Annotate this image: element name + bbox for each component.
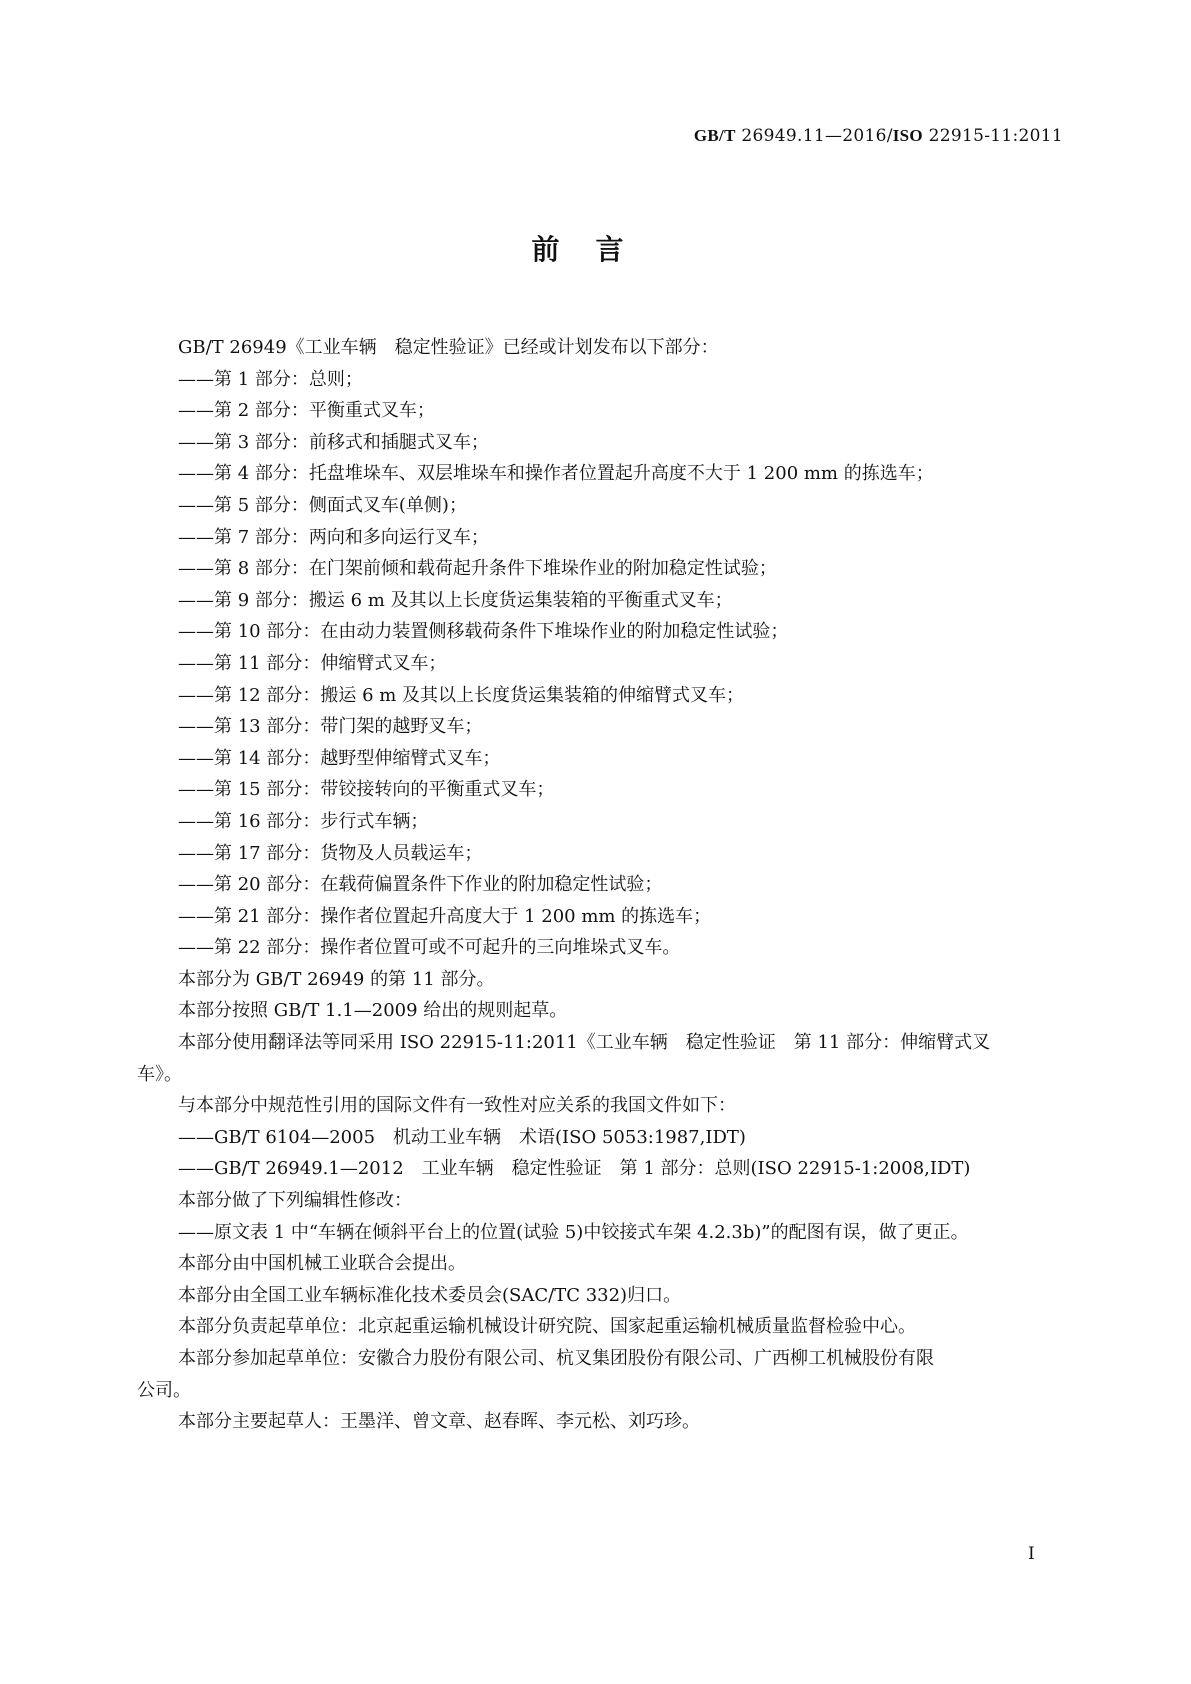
- paragraph: 本部分使用翻译法等同采用 ISO 22915-11:2011《工业车辆 稳定性验证 第 11 部分：伸缩臂式叉: [178, 1032, 991, 1054]
- paragraph-continuation: 车》。: [137, 1063, 182, 1085]
- edit-item: ——原文表 1 中“车辆在倾斜平台上的位置(试验 5)中铰接式车架 4.2.3b)”的配图有误，做了更正。: [178, 1221, 969, 1243]
- part-list-item: ——第 17 部分：货物及人员载运车；: [178, 842, 483, 864]
- page-number: I: [1028, 1544, 1035, 1564]
- part-list-item: ——第 5 部分：侧面式叉车(单侧)；: [178, 494, 467, 516]
- paragraph: 本部分为 GB/T 26949 的第 11 部分。: [178, 968, 495, 990]
- part-list-item: ——第 20 部分：在载荷偏置条件下作业的附加稳定性试验；: [178, 874, 663, 896]
- part-list-item: ——第 7 部分：两向和多向运行叉车；: [178, 526, 489, 548]
- standard-number-header: [694, 126, 1063, 146]
- part-list-item: ——第 8 部分：在门架前倾和载荷起升条件下堆垛作业的附加稳定性试验；: [178, 558, 777, 580]
- parts-list: [137, 364, 1063, 964]
- paragraph: 本部分按照 GB/T 1.1—2009 给出的规则起草。: [178, 1000, 568, 1022]
- reference-item: ——GB/T 6104—2005 机动工业车辆 术语(ISO 5053:1987,IDT): [178, 1126, 746, 1148]
- part-list-item: ——第 12 部分：搬运 6 m 及其以上长度货运集装箱的伸缩臂式叉车；: [178, 684, 745, 706]
- part-list-item: ——第 14 部分：越野型伸缩臂式叉车；: [178, 747, 501, 769]
- part-list-item: ——第 13 部分：带门架的越野叉车；: [178, 716, 483, 738]
- standard-number: 26949.11—2016/: [735, 126, 893, 146]
- part-list-item: ——第 11 部分：伸缩臂式叉车；: [178, 652, 447, 674]
- document-body: [137, 332, 1063, 1438]
- paragraph: 本部分由全国工业车辆标准化技术委员会(SAC/TC 332)归口。: [178, 1284, 682, 1306]
- part-list-item: ——第 3 部分：前移式和插腿式叉车；: [178, 431, 489, 453]
- paragraph: 本部分主要起草人：王墨洋、曾文章、赵春晖、李元松、刘巧珍。: [178, 1411, 700, 1433]
- paragraph-continuation: 公司。: [137, 1379, 191, 1401]
- paragraph: 本部分做了下列编辑性修改：: [178, 1190, 412, 1212]
- part-list-item: ——第 1 部分：总则；: [178, 368, 363, 390]
- part-list-item: ——第 4 部分：托盘堆垛车、双层堆垛车和操作者位置起升高度不大于 1 200 mm 的拣选车；: [178, 463, 934, 485]
- part-list-item: ——第 2 部分：平衡重式叉车；: [178, 400, 435, 422]
- standard-prefix: GB/T: [693, 126, 736, 145]
- iso-prefix: ISO: [892, 126, 923, 145]
- page-title: 前言: [531, 233, 660, 266]
- paragraph: 与本部分中规范性引用的国际文件有一致性对应关系的我国文件如下：: [178, 1095, 736, 1117]
- part-list-item: ——第 15 部分：带铰接转向的平衡重式叉车；: [178, 779, 555, 801]
- part-list-item: ——第 16 部分：步行式车辆；: [178, 810, 429, 832]
- part-list-item: ——第 21 部分：操作者位置起升高度大于 1 200 mm 的拣选车；: [178, 905, 712, 927]
- part-list-item: ——第 22 部分：操作者位置可或不可起升的三向堆垛式叉车。: [178, 937, 681, 959]
- iso-number: 22915-11:2011: [922, 126, 1063, 146]
- part-list-item: ——第 10 部分：在由动力装置侧移载荷条件下堆垛作业的附加稳定性试验；: [178, 621, 789, 643]
- part-list-item: ——第 9 部分：搬运 6 m 及其以上长度货运集装箱的平衡重式叉车；: [178, 589, 733, 611]
- intro-paragraph: GB/T 26949《工业车辆 稳定性验证》已经或计划发布以下部分：: [178, 337, 719, 358]
- reference-item: ——GB/T 26949.1—2012 工业车辆 稳定性验证 第 1 部分：总则(ISO 22915-1:2008,IDT): [178, 1158, 971, 1180]
- paragraph: 本部分参加起草单位：安徽合力股份有限公司、杭叉集团股份有限公司、广西柳工机械股份有限: [178, 1348, 934, 1369]
- paragraph: 本部分由中国机械工业联合会提出。: [178, 1253, 466, 1275]
- paragraph: 本部分负责起草单位：北京起重运输机械设计研究院、国家起重运输机械质量监督检验中心。: [178, 1316, 916, 1338]
